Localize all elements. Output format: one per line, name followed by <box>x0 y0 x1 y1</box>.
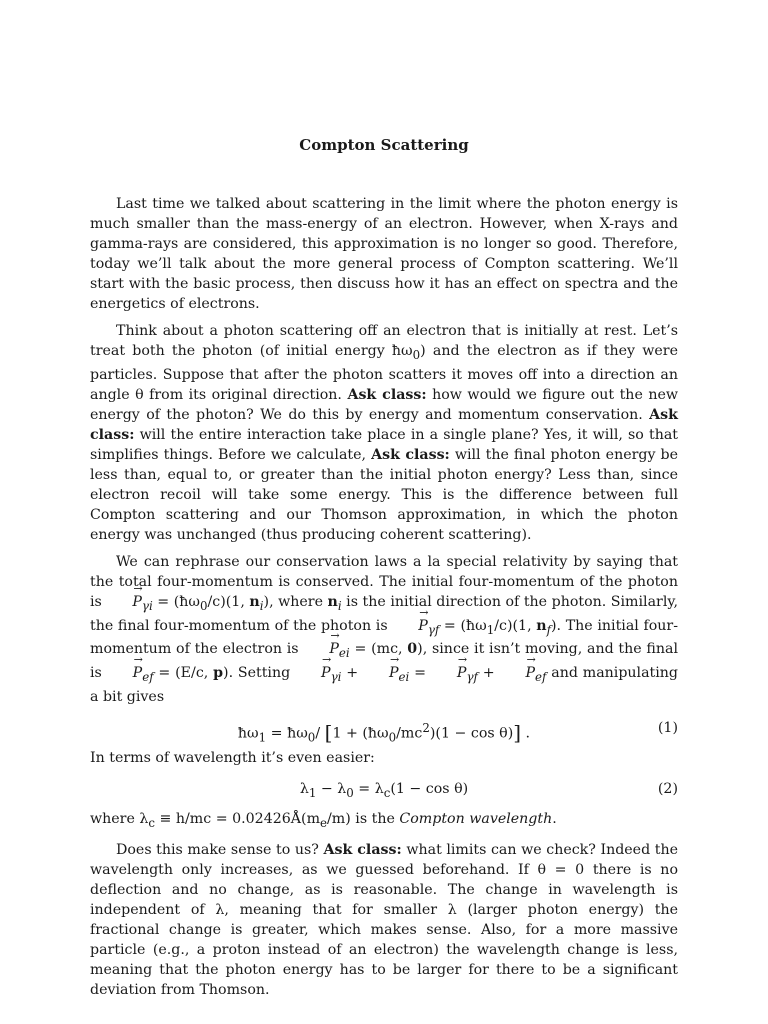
ask-class-label: Ask class: <box>371 446 450 463</box>
paragraph-limits: Does this make sense to us? Ask class: what limits can we check? Indeed the wavelength only increases, as we guessed beforehand. If θ = 0 there is no deflection and no change, as is reasonable. The change in wavelength is independent of λ, meaning that for smaller λ (larger photon energy) the fractional change is greater, which makes sense. Also, for a more massive particle (e.g., a proton instead of an electron) the wavelength change is less, meaning that the photon energy has to be larger for there to be a significant deviation from Thomson. <box>90 841 678 998</box>
document-body <box>90 194 678 1007</box>
equation-2-expression: $\lambda_1 - \lambda_0 = \lambda_c(1 - \cos \theta)$ <box>299 781 469 800</box>
ask-class-label: Ask class: <box>90 406 678 443</box>
paragraph-wavelength-intro: In terms of wavelength it’s even easier: <box>90 750 375 767</box>
equation-1 <box>90 714 678 745</box>
paragraph-intro: Last time we talked about scattering in the limit where the photon energy is much smaller than the mass-energy of an electron. However, when X-rays and gamma-rays are considered, this approximation is no longer so good. Therefore, today we’ll talk about the more general process of Compton scattering. We’ll start with the basic process, then discuss how it has an effect on spectra and the energetics of electrons. <box>90 196 678 312</box>
equation-1-expression: $ħ\omega_1$ = $ħ\omega_0/$ $[1 + (ħ\omega_0/mc^2)(1 - \cos \theta)]$ . <box>237 720 531 745</box>
paragraph-four-momentum: We can rephrase our conservation laws a la special relativity by saying that the total four-momentum is conserved. The initial four-momentum of the photon is → $P_{\gamma i}$ = $(ħ\omega_0/c)(1$, $n_i$), where $n_i$ is the initial direction of the photon. Similarly, the final four-momentum of the photon is → $P_{\gamma f}$ = $(ħ\omega_1/c)(1$, $n_f$). The initial four-momentum of the electron is → $P_{ei} = (mc$, 0), since it isn’t moving, and the final is → $P_{ef} = (E/c$, p). Setting → $P_{\gamma i}$ + → $P_{ei}$ = → $P_{\gamma f}$ + → $P_{ef}$ and manipulating a bit gives <box>90 552 678 707</box>
ask-class-label: Ask class: <box>323 841 402 858</box>
equation-2 <box>90 775 678 803</box>
equation-2-number: (2) <box>657 781 678 798</box>
compton-wavelength-term: Compton wavelength <box>399 811 553 828</box>
ask-class-label: Ask class: <box>347 386 427 403</box>
paragraph-compton-wavelength: where $\lambda_c \equiv h/mc$ = $0.02426Å(m_e/m)$ is the Compton wavelength. <box>90 811 557 830</box>
document-title: Compton Scattering <box>299 136 469 154</box>
equation-1-number: (1) <box>657 720 678 737</box>
paragraph-photon-scattering: Think about a photon scattering off an electron that is initially at rest. Let’s treat both the photon (of initial energy $ħ\omega_0$) and the electron as if they were particles. Suppose that after the photon scatters it moves off into a direction an angle θ from its original direction. Ask class: how would we figure out the new energy of the photon? We do this by energy and momentum conservation. Ask class: will the entire interaction take place in a single plane? Yes, it will, so that simplifies things. Before we calculate, Ask class: will the final photon energy be less than, equal to, or greater than the initial photon energy? Less than, since electron recoil will take some energy. This is the difference between full Compton scattering and our Thomson approximation, in which the photon energy was unchanged (thus producing coherent scattering). <box>90 323 679 543</box>
